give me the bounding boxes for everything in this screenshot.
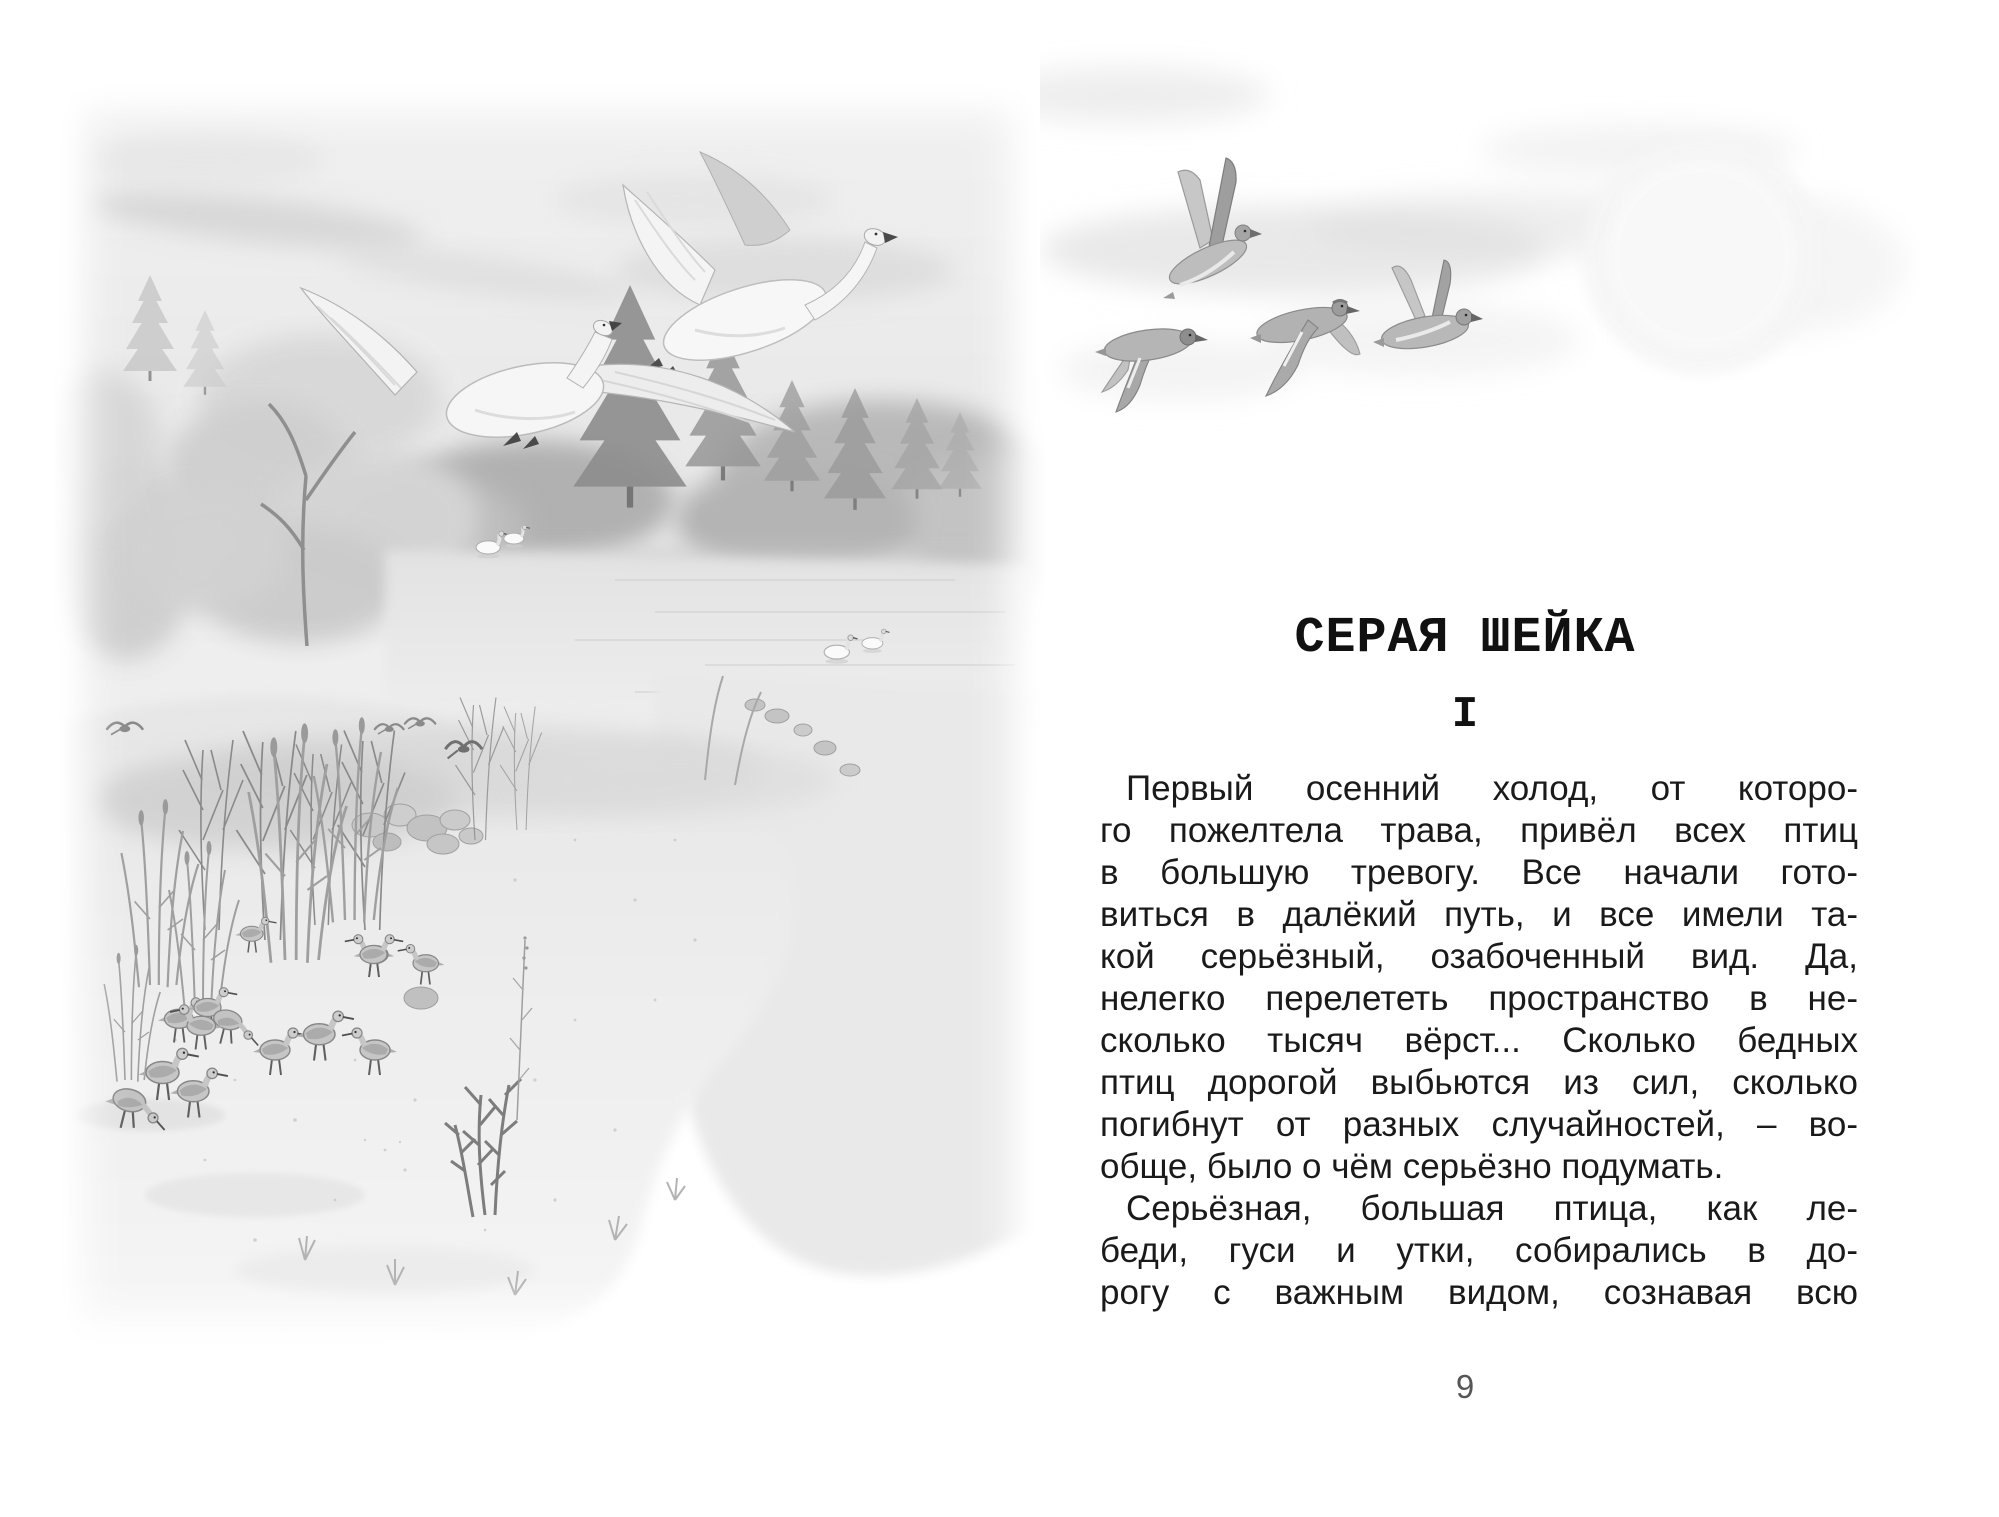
text-line: погибнут от разных случайностей, – во- xyxy=(1100,1105,1858,1144)
story-text xyxy=(1100,768,1858,1314)
text-line: рогу с важным видом, сознавая всю xyxy=(1100,1273,1858,1312)
page-number: 9 xyxy=(1455,1368,1475,1405)
chapter-numeral: I xyxy=(1451,690,1479,740)
text-line: Серьёзная, большая птица, как ле- xyxy=(1126,1189,1858,1228)
text-line: нелегко перелететь пространство в не- xyxy=(1100,979,1858,1018)
text-line: кой серьёзный, озабоченный вид. Да, xyxy=(1100,937,1858,976)
text-line: беди, гуси и утки, собирались в до- xyxy=(1100,1231,1858,1270)
pale-sun-disc xyxy=(1582,135,1822,375)
text-line: виться в далёкий путь, и все имели та- xyxy=(1100,895,1858,934)
text-line: Первый осенний холод, от которо- xyxy=(1126,769,1858,808)
text-line: в большую тревогу. Все начали гото- xyxy=(1100,853,1858,892)
story-title: СЕРАЯ ШЕЙКА xyxy=(1294,609,1636,667)
text-line: птиц дорогой выбьются из сил, сколько xyxy=(1100,1063,1858,1102)
flying-ducks-illustration xyxy=(1040,40,1920,430)
text-line: обще, было о чём серьёзно подумать. xyxy=(1100,1147,1724,1186)
lake-illustration xyxy=(55,80,1045,1380)
text-line: го пожелтела трава, привёл всех птиц xyxy=(1100,811,1858,850)
text-line: сколько тысяч вёрст... Сколько бедных xyxy=(1100,1021,1858,1060)
